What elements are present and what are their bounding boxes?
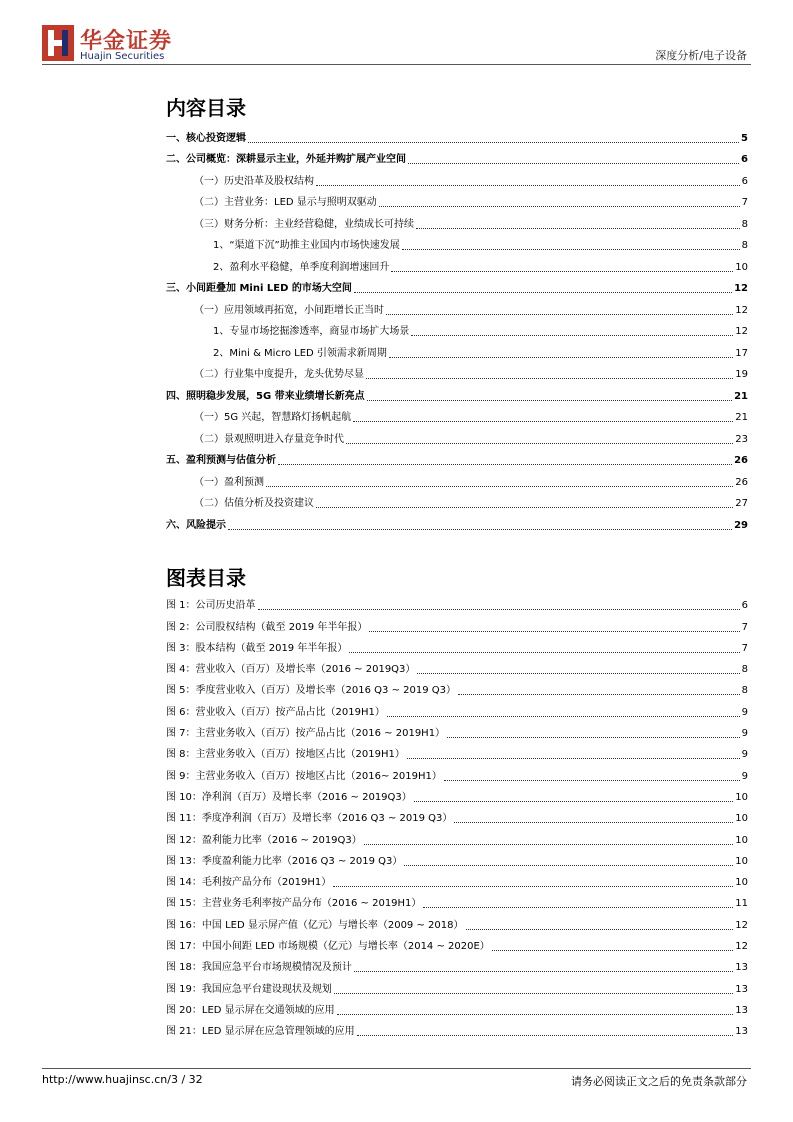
- toc-entry-page: 21: [734, 390, 748, 402]
- figure-entry-label: 图 11：季度净利润（百万）及增长率（2016 Q3 ~ 2019 Q3）: [166, 813, 453, 825]
- footer-url[interactable]: [42, 1073, 203, 1086]
- figures-list: [166, 595, 748, 1042]
- dot-leader: [346, 443, 733, 444]
- figure-entry[interactable]: [166, 723, 748, 744]
- figure-entry-page: 9: [741, 770, 748, 782]
- dot-leader: [466, 929, 734, 930]
- toc-entry-page: 26: [734, 455, 748, 466]
- footer-divider: [42, 1068, 751, 1069]
- dot-leader: [407, 758, 740, 759]
- figure-entry[interactable]: [166, 872, 748, 893]
- toc-entry-page: 23: [735, 433, 748, 445]
- toc-entry-label: （二）主营业务：LED 显示与照明双驱动: [194, 197, 377, 208]
- toc-entry[interactable]: [166, 235, 748, 257]
- figure-entry-label: 图 6：营业收入（百万）按产品占比（2019H1）: [166, 706, 385, 718]
- figure-entry[interactable]: [166, 765, 748, 786]
- figures-title: 图表目录: [166, 566, 246, 590]
- report-category: 深度分析/电子设备: [655, 49, 747, 62]
- dot-leader: [248, 142, 739, 143]
- toc-entry-label: （二）估值分析及投资建议: [194, 498, 314, 509]
- toc-entry-page: 12: [735, 304, 748, 316]
- toc-entry-label: 一、核心投资逻辑: [166, 132, 246, 144]
- figure-entry-label: 图 12：盈利能力比率（2016 ~ 2019Q3）: [166, 834, 362, 846]
- toc-entry-label: 五、盈利预测与估值分析: [166, 455, 276, 466]
- huajin-logo-icon: [42, 25, 74, 61]
- figure-entry[interactable]: [166, 595, 748, 616]
- figure-entry[interactable]: [166, 808, 748, 829]
- figure-entry-page: 13: [735, 983, 748, 995]
- figure-entry-page: 13: [735, 1004, 748, 1016]
- footer-disclaimer-notice: 请务必阅读正文之后的免责条款部分: [571, 1075, 747, 1088]
- toc-entry-page: 5: [741, 132, 748, 144]
- dot-leader: [357, 1035, 734, 1036]
- logo-chinese-name: 华金证券: [80, 29, 173, 54]
- dot-leader: [458, 694, 740, 695]
- figure-entry[interactable]: [166, 744, 748, 765]
- toc-entry[interactable]: [166, 342, 748, 364]
- dot-leader: [444, 780, 740, 781]
- figure-entry-page: 6: [741, 600, 748, 612]
- dot-leader: [316, 185, 740, 186]
- figure-entry[interactable]: [166, 936, 748, 957]
- figure-entry-label: 图 3：股本结构（截至 2019 年半年报）: [166, 642, 348, 654]
- toc-entry-label: （三）财务分析：主业经营稳健，业绩成长可持续: [194, 218, 414, 230]
- figure-entry[interactable]: [166, 680, 748, 701]
- dot-leader: [389, 357, 733, 358]
- figure-entry-page: 10: [735, 855, 748, 867]
- toc-entry[interactable]: [166, 428, 748, 450]
- figure-entry-label: 图 13：季度盈利能力比率（2016 Q3 ~ 2019 Q3）: [166, 855, 403, 867]
- toc-entry-page: 8: [741, 218, 748, 230]
- figure-entry-page: 12: [735, 919, 748, 931]
- figure-entry-page: 10: [735, 877, 748, 889]
- figure-entry[interactable]: [166, 893, 748, 914]
- dot-leader: [387, 716, 740, 717]
- toc-entry-label: （二）景观照明进入存量竞争时代: [194, 433, 344, 445]
- toc-entry[interactable]: [166, 278, 748, 300]
- dot-leader: [316, 507, 733, 508]
- figure-entry[interactable]: [166, 829, 748, 850]
- dot-leader: [258, 609, 740, 610]
- figure-entry[interactable]: [166, 914, 748, 935]
- figure-entry-label: 图 18：我国应急平台市场规模情况及预计: [166, 962, 352, 974]
- toc-entry-page: 26: [735, 476, 748, 488]
- figure-entry[interactable]: [166, 701, 748, 722]
- dot-leader: [278, 464, 732, 465]
- figure-entry[interactable]: [166, 957, 748, 978]
- toc-title: 内容目录: [166, 96, 246, 120]
- logo-english-name: Huajin Securities: [80, 51, 165, 62]
- toc-entry-label: （二）行业集中度提升，龙头优势尽显: [194, 369, 364, 380]
- dot-leader: [386, 314, 733, 315]
- figure-entry-page: 13: [735, 1026, 748, 1038]
- figure-entry-page: 13: [735, 962, 748, 974]
- figure-entry-label: 图 19：我国应急平台建设现状及规划: [166, 983, 332, 995]
- figure-entry-label: 图 9：主营业务收入（百万）按地区占比（2016~ 2019H1）: [166, 770, 442, 782]
- toc-entry-page: 6: [741, 154, 748, 165]
- figure-entry-label: 图 21：LED 显示屏在应急管理领域的应用: [166, 1026, 355, 1038]
- dot-leader: [416, 228, 740, 229]
- toc-entry[interactable]: [166, 450, 748, 472]
- figure-entry-label: 图 15：主营业务毛利率按产品分布（2016 ~ 2019H1）: [166, 898, 422, 910]
- figure-entry-page: 8: [741, 685, 748, 697]
- toc-entry[interactable]: [166, 385, 748, 407]
- figure-entry[interactable]: [166, 978, 748, 999]
- dot-leader: [354, 971, 733, 972]
- toc-entry-page: 6: [741, 175, 748, 187]
- toc-entry-label: 1、“渠道下沉”助推主业国内市场快速发展: [213, 240, 400, 251]
- toc-entry-page: 27: [735, 498, 748, 509]
- toc-entry-page: 29: [734, 519, 748, 531]
- dot-leader: [366, 378, 733, 379]
- dot-leader: [337, 1014, 734, 1015]
- figure-entry-label: 图 8：主营业务收入（百万）按地区占比（2019H1）: [166, 749, 405, 761]
- toc-entry[interactable]: [166, 321, 748, 343]
- toc-entry-page: 12: [734, 283, 748, 294]
- toc-entry-label: （一）应用领域再拓宽，小间距增长正当时: [194, 304, 384, 316]
- footer-page-number: 3 / 32: [170, 1073, 203, 1086]
- figure-entry-label: 图 14：毛利按产品分布（2019H1）: [166, 877, 332, 889]
- dot-leader: [349, 652, 739, 653]
- dot-leader: [353, 421, 733, 422]
- toc-entry-label: 四、照明稳步发展，5G 带来业绩增长新亮点: [166, 390, 365, 402]
- figure-entry-page: 10: [735, 834, 748, 846]
- dot-leader: [402, 249, 740, 250]
- toc-entry-page: 17: [735, 347, 748, 359]
- dot-leader: [367, 400, 732, 401]
- toc-entry-page: 19: [735, 369, 748, 380]
- dot-leader: [411, 335, 733, 336]
- figure-entry-label: 图 10：净利润（百万）及增长率（2016 ~ 2019Q3）: [166, 791, 412, 803]
- figure-entry-page: 7: [741, 621, 748, 633]
- dot-leader: [404, 865, 733, 866]
- dot-leader: [266, 486, 733, 487]
- toc-entry-label: 二、公司概览：深耕显示主业，外延并购扩展产业空间: [166, 154, 406, 165]
- dot-leader: [391, 271, 733, 272]
- toc-entry-label: 1、专显市场挖掘渗透率，商显市场扩大场景: [213, 326, 410, 337]
- figure-entry-page: 8: [741, 664, 748, 676]
- figure-entry[interactable]: [166, 851, 748, 872]
- toc-entry-label: 六、风险提示: [166, 519, 226, 531]
- figure-entry[interactable]: [166, 1000, 748, 1021]
- dot-leader: [414, 801, 733, 802]
- figure-entry-label: 图 5：季度营业收入（百万）及增长率（2016 Q3 ~ 2019 Q3）: [166, 685, 456, 697]
- dot-leader: [364, 844, 733, 845]
- toc-list: [166, 127, 748, 536]
- toc-entry-label: （一）5G 兴起，智慧路灯扬帆起航: [194, 412, 352, 423]
- toc-entry-page: 12: [735, 326, 748, 337]
- figure-entry[interactable]: [166, 659, 748, 680]
- toc-entry-page: 8: [741, 240, 748, 251]
- toc-entry[interactable]: [166, 149, 748, 171]
- toc-entry[interactable]: [166, 192, 748, 214]
- figure-entry[interactable]: [166, 616, 748, 637]
- dot-leader: [492, 950, 733, 951]
- toc-entry[interactable]: [166, 213, 748, 235]
- toc-entry-label: （一）盈利预测: [194, 476, 264, 488]
- toc-entry[interactable]: [166, 407, 748, 429]
- toc-entry-label: 2、盈利水平稳健，单季度利润增速回升: [213, 261, 390, 273]
- figure-entry-page: 10: [735, 791, 748, 803]
- figure-entry-page: 10: [735, 813, 748, 825]
- dot-leader: [369, 631, 739, 632]
- toc-entry[interactable]: [166, 299, 748, 321]
- dot-leader: [379, 206, 740, 207]
- header-divider: [42, 64, 751, 65]
- toc-entry-label: （一）历史沿革及股权结构: [194, 175, 314, 187]
- figure-entry-page: 12: [735, 941, 748, 953]
- toc-entry-label: 2、Mini & Micro LED 引领需求新周期: [213, 347, 387, 359]
- figure-entry-page: 9: [741, 749, 748, 761]
- toc-entry[interactable]: [166, 471, 748, 493]
- figure-entry-label: 图 16：中国 LED 显示屏产值（亿元）与增长率（2009 ~ 2018）: [166, 919, 464, 931]
- toc-entry[interactable]: [166, 364, 748, 386]
- figure-entry-page: 9: [741, 728, 748, 740]
- figure-entry[interactable]: [166, 787, 748, 808]
- footer-link[interactable]: http://www.huajinsc.cn/: [42, 1073, 171, 1086]
- dot-leader: [408, 163, 739, 164]
- toc-entry[interactable]: [166, 170, 748, 192]
- toc-entry[interactable]: [166, 514, 748, 536]
- toc-entry-page: 21: [735, 412, 748, 423]
- toc-entry[interactable]: [166, 493, 748, 515]
- toc-entry[interactable]: [166, 127, 748, 149]
- figure-entry-label: 图 20：LED 显示屏在交通领域的应用: [166, 1004, 335, 1016]
- figure-entry[interactable]: [166, 638, 748, 659]
- figure-entry[interactable]: [166, 1021, 748, 1042]
- figure-entry-page: 11: [735, 898, 748, 910]
- toc-entry-label: 三、小间距叠加 Mini LED 的市场大空间: [166, 283, 352, 294]
- figure-entry-label: 图 4：营业收入（百万）及增长率（2016 ~ 2019Q3）: [166, 664, 416, 676]
- figure-entry-label: 图 7：主营业务收入（百万）按产品占比（2016 ~ 2019H1）: [166, 728, 446, 740]
- toc-entry-page: 10: [735, 261, 748, 273]
- dot-leader: [454, 822, 733, 823]
- dot-leader: [333, 886, 733, 887]
- dot-leader: [447, 737, 740, 738]
- figure-entry-label: 图 17：中国小间距 LED 市场规模（亿元）与增长率（2014 ~ 2020E）: [166, 941, 490, 953]
- toc-entry[interactable]: [166, 256, 748, 278]
- page-header: [0, 0, 793, 70]
- dot-leader: [228, 529, 732, 530]
- toc-entry-page: 7: [741, 197, 748, 208]
- figure-entry-label: 图 1：公司历史沿革: [166, 600, 256, 612]
- figure-entry-label: 图 2：公司股权结构（截至 2019 年半年报）: [166, 621, 368, 633]
- dot-leader: [354, 292, 732, 293]
- figure-entry-page: 7: [741, 642, 748, 654]
- figure-entry-page: 9: [741, 706, 748, 718]
- dot-leader: [423, 907, 733, 908]
- dot-leader: [417, 673, 739, 674]
- dot-leader: [334, 993, 733, 994]
